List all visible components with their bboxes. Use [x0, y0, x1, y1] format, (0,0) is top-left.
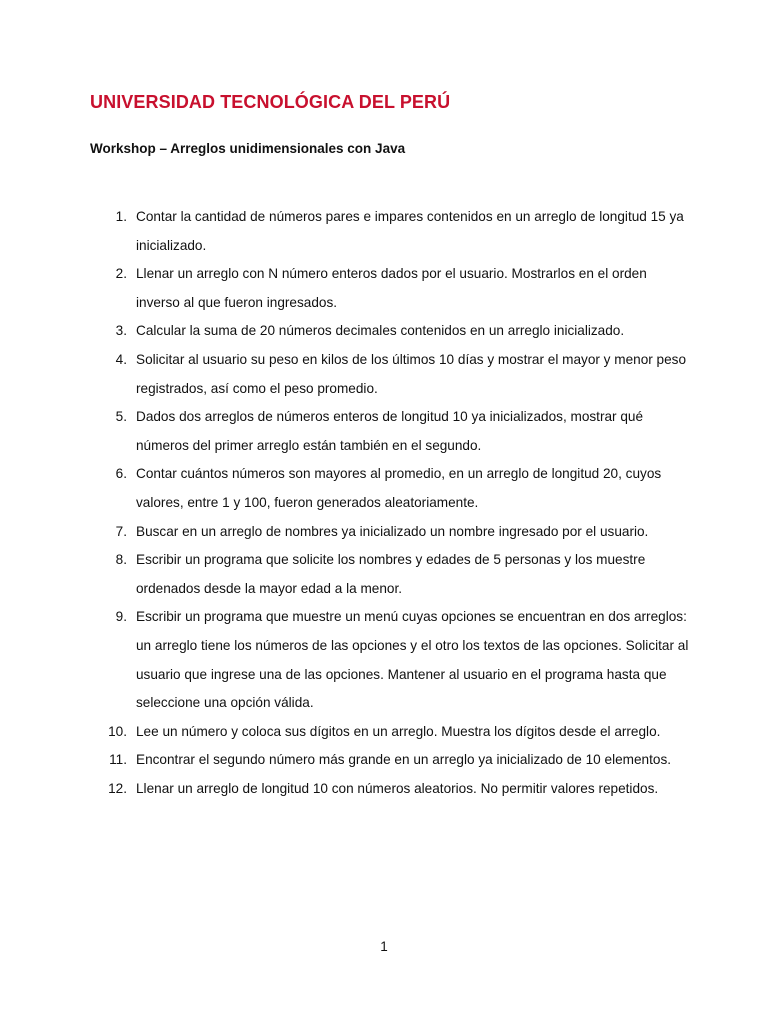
list-item [90, 346, 690, 403]
university-title: UNIVERSIDAD TECNOLÓGICA DEL PERÚ [90, 92, 451, 112]
list-item-text: Contar cuántos números son mayores al promedio, en un arreglo de longitud 20, cuyos valores, entre 1 y 100, fueron generados aleatoriamente. [136, 466, 662, 510]
exercise-list [90, 203, 690, 803]
list-item-text: Llenar un arreglo de longitud 10 con números aleatorios. No permitir valores repetidos. [136, 780, 659, 796]
list-item-number: 5. [115, 409, 127, 425]
list-item [90, 518, 690, 547]
list-item [90, 403, 690, 460]
list-item-text: Escribir un programa que solicite los nombres y edades de 5 personas y los muestre ordenados desde la mayor edad a la menor. [136, 552, 646, 596]
list-item [90, 460, 690, 517]
list-item-number: 10. [108, 723, 127, 739]
list-item-number: 9. [115, 609, 127, 625]
list-item-text: Encontrar el segundo número más grande en un arreglo ya inicializado de 10 elementos. [136, 752, 672, 768]
list-item [90, 603, 690, 717]
list-item-number: 1. [115, 209, 127, 224]
list-item-number: 7. [115, 523, 127, 539]
workshop-subtitle: Workshop – Arreglos unidimensionales con Java [90, 141, 406, 156]
list-item-text: Solicitar al usuario su peso en kilos de los últimos 10 días y mostrar el mayor y menor peso registrados, así como el peso promedio. [136, 351, 687, 396]
list-item-number: 11. [109, 752, 127, 768]
page-number: 1 [380, 939, 388, 954]
list-item-number: 4. [115, 351, 127, 367]
list-item [90, 775, 690, 804]
list-item-text: Llenar un arreglo con N número enteros dados por el usuario. Mostrarlos en el orden inverso al que fueron ingresados. [136, 266, 647, 310]
list-item [90, 718, 690, 747]
list-item [90, 546, 690, 603]
list-item-text: Dados dos arreglos de números enteros de longitud 10 ya inicializados, mostrar qué números del primer arreglo están también en el segundo. [136, 409, 644, 453]
list-item-number: 2. [115, 266, 127, 282]
list-item-number: 8. [115, 552, 127, 568]
list-item-text: Calcular la suma de 20 números decimales contenidos en un arreglo inicializado. [136, 323, 625, 339]
list-item-text: Contar la cantidad de números pares e impares contenidos en un arreglo de longitud 15 ya inicializado. [136, 209, 684, 253]
list-item-number: 6. [115, 466, 127, 482]
list-item-number: 3. [115, 323, 127, 339]
list-item [90, 260, 690, 317]
list-item-text: Lee un número y coloca sus dígitos en un arreglo. Muestra los dígitos desde el arreglo. [136, 723, 661, 739]
list-item-text: Buscar en un arreglo de nombres ya inicializado un nombre ingresado por el usuario. [136, 523, 649, 539]
list-item-text: Escribir un programa que muestre un menú cuyas opciones se encuentran en dos arreglos: un arreglo tiene los números de las opciones y el otro los textos de las opciones. Solicitar al usuario que ingrese una de las opciones. Mantener al usuario en el programa hasta que seleccione una opción válida. [136, 609, 689, 711]
list-item-number: 12. [108, 780, 127, 796]
list-item [90, 203, 690, 260]
list-item [90, 317, 690, 346]
list-item [90, 746, 690, 775]
